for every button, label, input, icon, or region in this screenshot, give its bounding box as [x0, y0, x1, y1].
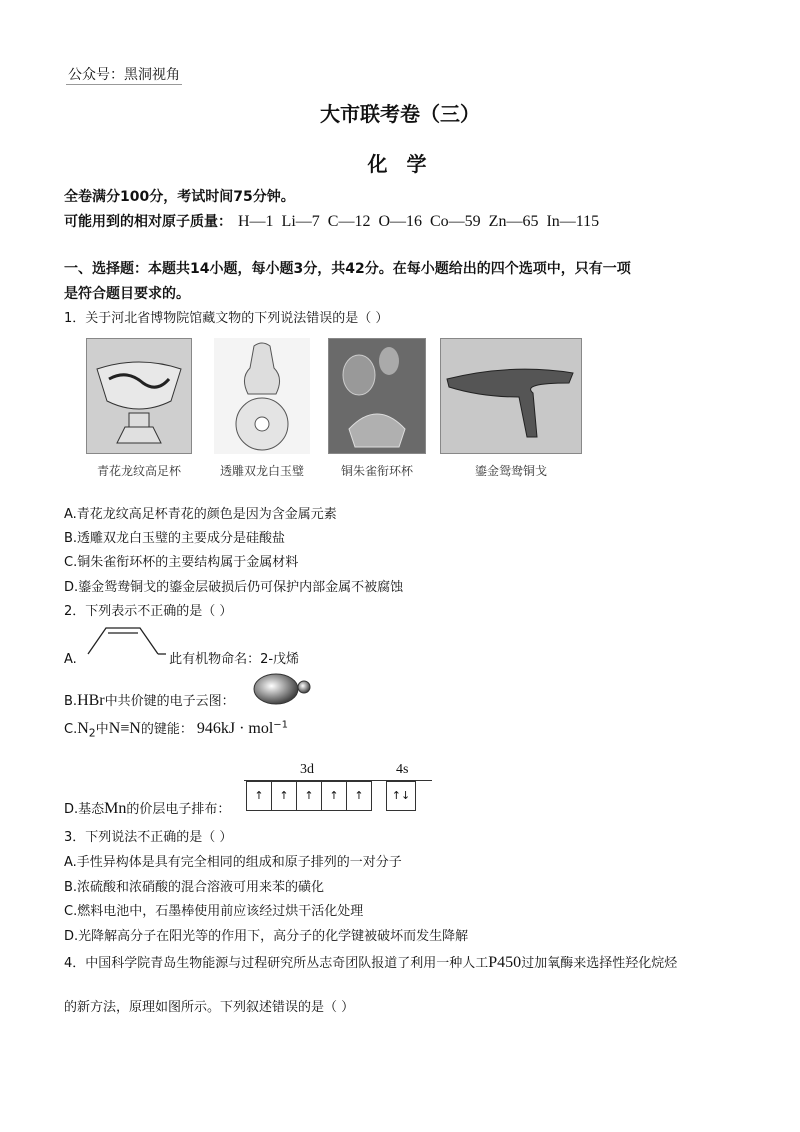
q2-option-b — [64, 690, 235, 710]
q2-b-text: 中共价键的电子云图： — [104, 694, 235, 709]
q2-stem: 2．下列表示不正确的是（ ） — [64, 604, 233, 619]
orbital-4s-1: ↑↓ — [386, 781, 416, 811]
subject-title: 化 学 — [367, 152, 433, 176]
section1-line1: 一、选择题：本题共14小题，每小题3分，共42分。在每小题给出的四个选项中，只有一项 — [64, 261, 631, 277]
section1-line2: 是符合题目要求的。 — [64, 286, 190, 302]
orbital-3d-4: ↑ — [321, 781, 347, 811]
orbital-4s-label: 4s — [396, 762, 409, 777]
q2-a-text: 此有机物命名：2-戊烯 — [169, 652, 300, 667]
q4-stem — [64, 952, 677, 972]
q2-c-sub: 2 — [88, 726, 96, 740]
q2-d-prefix: D.基态 — [64, 802, 105, 817]
q2-c-text: 的键能： — [140, 722, 193, 737]
q2-option-c — [64, 718, 288, 740]
q4-stem-line2: 的新方法，原理如图所示。下列叙述错误的是（ ） — [64, 1000, 355, 1015]
watermark: 公众号：黑洞视角 — [66, 64, 182, 85]
atomic-mass-line — [64, 211, 599, 231]
pentene-skeletal-formula — [86, 622, 166, 660]
q2-b-prefix: B. — [64, 694, 78, 709]
q1-option-c: C.铜朱雀衔环杯的主要结构属于金属材料 — [64, 555, 299, 570]
q1-image-cup — [86, 338, 192, 454]
jade-figure — [214, 338, 310, 454]
page-title: 大市联考卷（三） — [320, 102, 480, 126]
atomic-mass-values: H—1 Li—7 C—12 O—16 Co—59 Zn—65 In—115 — [238, 213, 600, 230]
q2-option-d — [64, 798, 230, 818]
q2-c-prefix: C. — [64, 722, 78, 737]
q4-stem-part2: 过加氧酶来选择性羟化烷烃 — [521, 956, 678, 971]
q1-caption-4: 鎏金鸳鸯铜戈 — [474, 464, 547, 478]
atomic-mass-label: 可能用到的相对原子质量： — [64, 214, 232, 230]
q1-stem: 1．关于河北省博物院馆藏文物的下列说法错误的是（ ） — [64, 311, 389, 326]
q2-a-prefix: A. — [64, 652, 77, 667]
q2-d-element: Mn — [104, 800, 127, 817]
orbital-3d-1: ↑ — [246, 781, 272, 811]
orbital-3d-label: 3d — [300, 762, 314, 777]
q2-b-formula: HBr — [77, 692, 105, 709]
orbital-3d-2: ↑ — [271, 781, 297, 811]
q1-image-halberd — [440, 338, 582, 454]
cup-figure — [87, 339, 191, 453]
q1-caption-1: 青花龙纹高足杯 — [96, 464, 181, 478]
orbital-3d-3: ↑ — [296, 781, 322, 811]
q2-c-exp: −1 — [273, 719, 289, 731]
q1-caption-3: 铜朱雀衔环杯 — [340, 464, 413, 478]
q3-option-c: C.燃料电池中，石墨棒使用前应该经过烘干活化处理 — [64, 904, 364, 919]
exam-info: 全卷满分100分，考试时间75分钟。 — [64, 189, 295, 205]
q1-option-d: D.鎏金鸳鸯铜戈的鎏金层破损后仍可保护内部金属不被腐蚀 — [64, 580, 404, 595]
q2-c-bond: N≡N — [108, 720, 141, 737]
orbitals-4s — [386, 781, 415, 811]
q4-stem-part1: 4．中国科学院青岛生物能源与过程研究所丛志奇团队报道了利用一种人工 — [64, 956, 489, 971]
q3-option-b: B.浓硫酸和浓硝酸的混合溶液可用来苯的磺化 — [64, 880, 325, 895]
q1-image-jade — [214, 338, 310, 454]
q3-option-a: A.手性异构体是具有完全相同的组成和原子排列的一对分子 — [64, 855, 402, 870]
q2-c-value: 946kJ · mol — [196, 720, 274, 737]
q1-image-bronze — [328, 338, 426, 454]
q3-option-d: D.光降解高分子在阳光等的作用下，高分子的化学键被破坏而发生降解 — [64, 929, 469, 944]
q4-stem-formula: P450 — [488, 954, 522, 971]
halberd-figure — [441, 339, 581, 453]
orbitals-3d — [246, 781, 371, 811]
q1-option-b: B.透雕双龙白玉璧的主要成分是硅酸盐 — [64, 531, 286, 546]
bronze-figure — [329, 339, 425, 453]
orbital-box-frame — [244, 780, 432, 811]
q1-caption-2: 透雕双龙白玉璧 — [219, 464, 304, 478]
q3-stem: 3．下列说法不正确的是（ ） — [64, 830, 233, 845]
orbital-3d-5: ↑ — [346, 781, 372, 811]
q2-c-mid: 中 — [95, 722, 109, 737]
electron-cloud-icon — [252, 672, 312, 706]
q1-option-a: A.青花龙纹高足杯青花的颜色是因为含金属元素 — [64, 507, 337, 522]
q2-c-formula: N — [77, 720, 89, 737]
q2-d-text: 的价层电子排布： — [126, 802, 231, 817]
